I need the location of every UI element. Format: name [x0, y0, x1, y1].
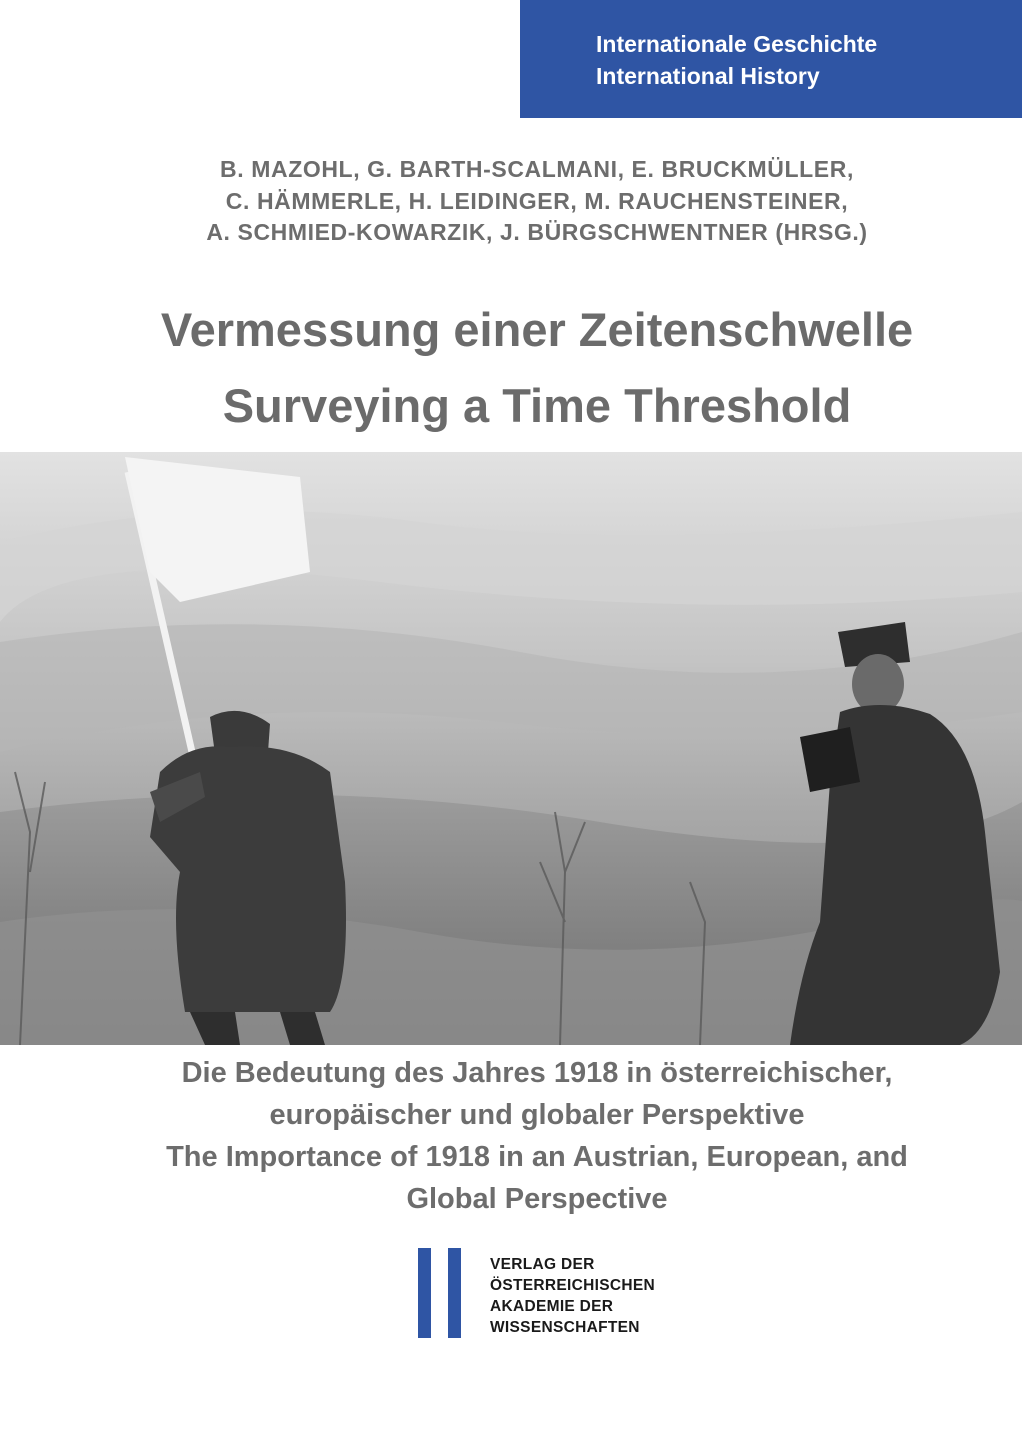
title-german: Vermessung einer Zeitenschwelle: [160, 303, 914, 356]
editors-line: C. HÄMMERLE, H. LEIDINGER, M. RAUCHENSTEINER,: [225, 187, 849, 214]
editors-line: A. SCHMIED-KOWARZIK, J. BÜRGSCHWENTNER (HRSG.): [206, 219, 868, 245]
cover-photo: [0, 452, 1022, 1045]
subtitle-line: Die Bedeutung des Jahres 1918 in österreichischer,: [181, 1057, 893, 1089]
series-banner: [520, 0, 1022, 118]
subtitle-line: The Importance of 1918 in an Austrian, European, and: [166, 1141, 908, 1173]
logo-bar-icon: [448, 1248, 461, 1338]
publisher-line: ÖSTERREICHISCHEN: [490, 1277, 655, 1294]
series-title-english: International History: [596, 63, 820, 89]
publisher-line: AKADEMIE DER: [490, 1298, 614, 1315]
editors-list: [0, 154, 1022, 249]
series-title-german: Internationale Geschichte: [596, 31, 878, 57]
soldiers-white-flag-photo: [0, 452, 1022, 1045]
book-subtitle: [0, 1052, 1022, 1220]
logo-bar-icon: [418, 1248, 431, 1338]
subtitle-line: europäischer und globaler Perspektive: [269, 1099, 805, 1131]
publisher-line: WISSENSCHAFTEN: [490, 1319, 640, 1336]
publisher-logo: [418, 1248, 718, 1340]
publisher-line: VERLAG DER: [490, 1256, 595, 1273]
subtitle-line: Global Perspective: [406, 1183, 668, 1215]
editors-line: B. MAZOHL, G. BARTH-SCALMANI, E. BRUCKMÜLLER,: [220, 156, 854, 182]
book-title: [0, 292, 1022, 444]
publisher-name: [490, 1254, 655, 1338]
title-english: Surveying a Time Threshold: [222, 379, 852, 432]
